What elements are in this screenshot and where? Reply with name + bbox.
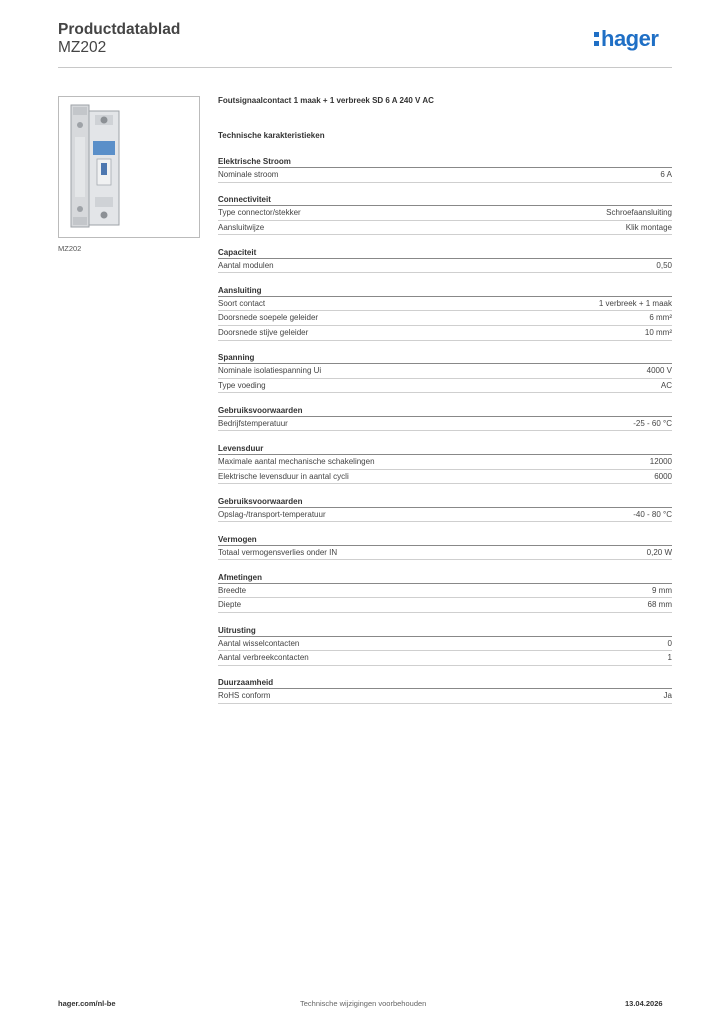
spec-section [218, 496, 672, 523]
spec-label: Breedte [218, 585, 247, 595]
section-title: Capaciteit [218, 247, 672, 259]
spec-row [218, 259, 672, 274]
page-title: Productdatablad [58, 21, 181, 38]
spec-row [218, 584, 672, 599]
footer-website[interactable]: hager.com/nl-be [58, 999, 116, 1008]
spec-label: Type voeding [218, 380, 266, 390]
spec-row [218, 637, 672, 652]
footer-disclaimer: Technische wijzigingen voorbehouden [300, 999, 427, 1008]
section-title: Connectiviteit [218, 194, 672, 206]
spec-value: 10 mm² [644, 328, 672, 338]
spec-label: Nominale isolatiespanning Ui [218, 366, 322, 376]
tech-heading: Technische karakteristieken [218, 131, 325, 140]
spec-row [218, 470, 672, 485]
spec-row [218, 508, 672, 523]
spec-value: Schroefaansluiting [606, 208, 672, 218]
product-title: Foutsignaalcontact 1 maak + 1 verbreek SD 6 A 240 V AC [218, 96, 434, 105]
image-caption: MZ202 [58, 244, 82, 253]
spec-section [218, 572, 672, 613]
spec-label: Maximale aantal mechanische schakelingen [218, 456, 375, 466]
spec-section [218, 285, 672, 341]
spec-value: Ja [663, 691, 672, 701]
spec-value: -40 - 80 °C [633, 509, 672, 519]
spec-row [218, 311, 672, 326]
spec-row [218, 546, 672, 561]
section-title: Uitrusting [218, 625, 672, 637]
spec-value: 6 mm² [649, 313, 672, 323]
spec-value: 4000 V [646, 366, 672, 376]
spec-label: Bedrijfstemperatuur [218, 418, 288, 428]
spec-sections [218, 156, 672, 715]
spec-value: 6 A [660, 170, 672, 179]
spec-label: Soort contact [218, 298, 266, 308]
spec-value: Klik montage [625, 222, 672, 232]
spec-value: AC [660, 380, 672, 390]
spec-label: Totaal vermogensverlies onder IN [218, 547, 338, 557]
spec-row [218, 417, 672, 432]
section-title: Duurzaamheid [218, 677, 672, 689]
header-divider [58, 67, 672, 68]
spec-row [218, 455, 672, 470]
spec-value: 6000 [654, 471, 672, 481]
spec-section [218, 625, 672, 666]
spec-label: Aantal verbreekcontacten [218, 653, 309, 663]
spec-label: Aantal wisselcontacten [218, 638, 300, 648]
spec-value: 12000 [649, 456, 672, 466]
spec-row [218, 326, 672, 341]
spec-section [218, 443, 672, 484]
product-image-frame [58, 96, 200, 238]
hager-logo [594, 28, 658, 50]
spec-value: 1 verbreek + 1 maak [598, 298, 672, 308]
section-title: Aansluiting [218, 285, 672, 297]
spec-section [218, 677, 672, 704]
section-title: Levensduur [218, 443, 672, 455]
section-title: Spanning [218, 352, 672, 364]
spec-row [218, 221, 672, 236]
section-title: Vermogen [218, 534, 672, 546]
logo-text: hager [601, 26, 659, 51]
spec-row [218, 379, 672, 394]
spec-row [218, 651, 672, 666]
spec-label: Doorsnede stijve geleider [218, 328, 309, 338]
section-title: Afmetingen [218, 572, 672, 584]
spec-section [218, 194, 672, 235]
section-title: Elektrische Stroom [218, 156, 672, 168]
spec-row [218, 297, 672, 312]
spec-row [218, 598, 672, 613]
spec-value: 0,50 [656, 260, 672, 270]
spec-row [218, 168, 672, 183]
logo-colon-icon [594, 32, 599, 46]
section-title: Gebruiksvoorwaarden [218, 405, 672, 417]
spec-row [218, 206, 672, 221]
spec-row [218, 364, 672, 379]
spec-section [218, 405, 672, 432]
spec-label: Aansluitwijze [218, 222, 265, 232]
section-title: Gebruiksvoorwaarden [218, 496, 672, 508]
spec-value: 0 [667, 638, 672, 648]
spec-label: Nominale stroom [218, 170, 279, 179]
spec-label: Elektrische levensduur in aantal cycli [218, 471, 349, 481]
spec-value: 0,20 W [646, 547, 672, 557]
spec-section [218, 247, 672, 274]
spec-row [218, 689, 672, 704]
spec-value: 9 mm [652, 585, 672, 595]
spec-label: Diepte [218, 600, 242, 610]
spec-value: 1 [667, 653, 672, 663]
spec-value: -25 - 60 °C [633, 418, 672, 428]
spec-value: 68 mm [647, 600, 672, 610]
spec-section [218, 156, 672, 183]
model-number: MZ202 [58, 39, 107, 56]
product-image [59, 97, 199, 237]
footer-date: 13.04.2026 [625, 999, 663, 1008]
spec-label: RoHS conform [218, 691, 271, 701]
spec-section [218, 352, 672, 393]
spec-label: Type connector/stekker [218, 208, 301, 218]
spec-label: Opslag-/transport-temperatuur [218, 509, 326, 519]
spec-label: Doorsnede soepele geleider [218, 313, 319, 323]
spec-label: Aantal modulen [218, 260, 274, 270]
spec-section [218, 534, 672, 561]
